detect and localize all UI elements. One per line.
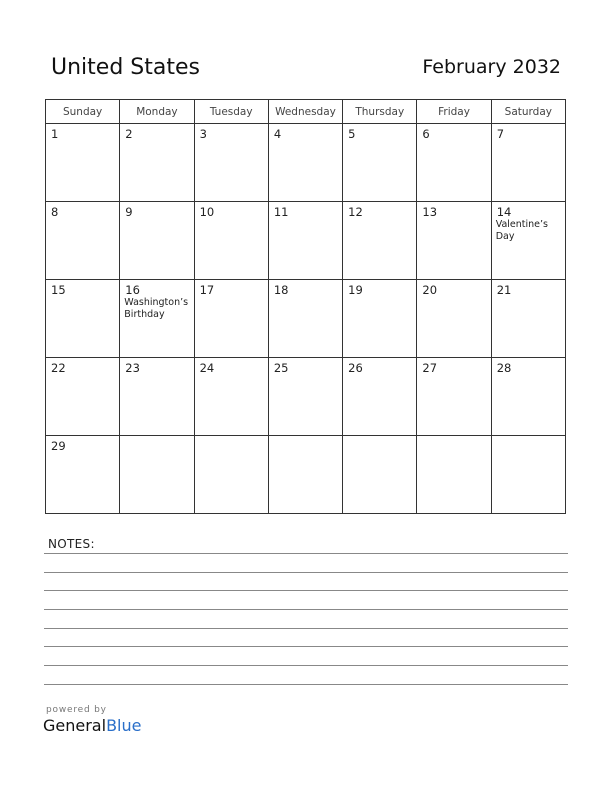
day-number: 21 <box>496 283 512 297</box>
note-line <box>44 553 568 554</box>
day-number: 22 <box>51 361 66 375</box>
day-number: 6 <box>422 127 430 141</box>
day-number: 13 <box>422 205 438 219</box>
weekday-header: Saturday <box>491 100 565 124</box>
day-number: 5 <box>348 127 356 141</box>
day-cell <box>194 358 268 436</box>
day-number: 29 <box>51 439 66 453</box>
day-number: 19 <box>348 283 363 297</box>
day-cell <box>491 436 565 514</box>
day-number: 17 <box>199 283 215 297</box>
day-cell <box>46 124 120 202</box>
day-number: 7 <box>496 127 505 141</box>
day-number: 28 <box>496 361 512 375</box>
day-cell <box>46 436 120 514</box>
notes-label: NOTES: <box>48 537 95 551</box>
day-cell <box>194 202 268 280</box>
day-number: 10 <box>199 205 215 219</box>
week-row <box>46 202 566 280</box>
weekday-header: Monday <box>120 100 194 124</box>
day-cell <box>268 436 342 514</box>
day-cell <box>343 436 417 514</box>
weekday-header: Wednesday <box>268 100 342 124</box>
day-number: 20 <box>422 283 438 297</box>
brand-blue: Blue <box>106 716 142 735</box>
day-cell <box>491 202 565 280</box>
day-number: 3 <box>199 127 207 141</box>
month-title: February 2032 <box>422 56 561 78</box>
week-row <box>46 358 566 436</box>
brand-logo <box>43 716 141 735</box>
weekday-header: Friday <box>417 100 491 124</box>
note-line <box>44 628 568 629</box>
weekday-header: Tuesday <box>194 100 268 124</box>
day-cell <box>120 124 194 202</box>
day-number: 14 <box>496 205 512 219</box>
calendar-grid <box>45 99 566 514</box>
weekday-header-row <box>46 100 566 124</box>
holiday-label: Washington’s Birthday <box>124 297 189 320</box>
day-cell <box>343 358 417 436</box>
country-title: United States <box>51 55 200 80</box>
day-cell <box>120 202 194 280</box>
brand-general: General <box>43 716 107 735</box>
day-number: 27 <box>422 361 438 375</box>
day-cell <box>194 436 268 514</box>
day-cell <box>491 358 565 436</box>
day-number: 23 <box>125 361 140 375</box>
day-number: 8 <box>51 205 59 219</box>
day-number: 24 <box>199 361 215 375</box>
day-cell <box>417 358 491 436</box>
day-number: 2 <box>125 127 133 141</box>
day-cell <box>46 358 120 436</box>
weekday-header: Thursday <box>343 100 417 124</box>
day-cell <box>194 280 268 358</box>
day-cell <box>417 436 491 514</box>
day-cell <box>343 124 417 202</box>
day-cell <box>46 280 120 358</box>
day-cell <box>268 280 342 358</box>
day-number: 4 <box>273 127 282 141</box>
day-number: 11 <box>273 205 289 219</box>
day-cell <box>120 358 194 436</box>
note-line <box>44 590 568 591</box>
day-number: 15 <box>51 283 66 297</box>
note-line <box>44 665 568 666</box>
week-row <box>46 436 566 514</box>
note-line <box>44 609 568 610</box>
day-cell <box>491 280 565 358</box>
powered-by-text: powered by <box>46 705 107 715</box>
day-cell <box>46 202 120 280</box>
day-cell <box>268 202 342 280</box>
day-number: 25 <box>273 361 289 375</box>
day-cell <box>417 124 491 202</box>
day-cell <box>343 280 417 358</box>
day-number: 18 <box>273 283 289 297</box>
day-number: 9 <box>125 205 133 219</box>
day-cell <box>491 124 565 202</box>
week-row <box>46 280 566 358</box>
day-cell <box>194 124 268 202</box>
day-number: 16 <box>125 283 140 297</box>
day-cell <box>417 280 491 358</box>
day-number: 12 <box>348 205 363 219</box>
day-number: 1 <box>51 127 59 141</box>
day-cell <box>417 202 491 280</box>
week-row <box>46 124 566 202</box>
day-cell <box>268 124 342 202</box>
day-cell <box>268 358 342 436</box>
holiday-label: Valentine’s Day <box>495 219 548 242</box>
note-line <box>44 646 568 647</box>
day-number: 26 <box>348 361 363 375</box>
note-line <box>44 572 568 573</box>
day-cell <box>120 436 194 514</box>
note-line <box>44 684 568 685</box>
day-cell <box>120 280 194 358</box>
weekday-header: Sunday <box>46 100 120 124</box>
day-cell <box>343 202 417 280</box>
